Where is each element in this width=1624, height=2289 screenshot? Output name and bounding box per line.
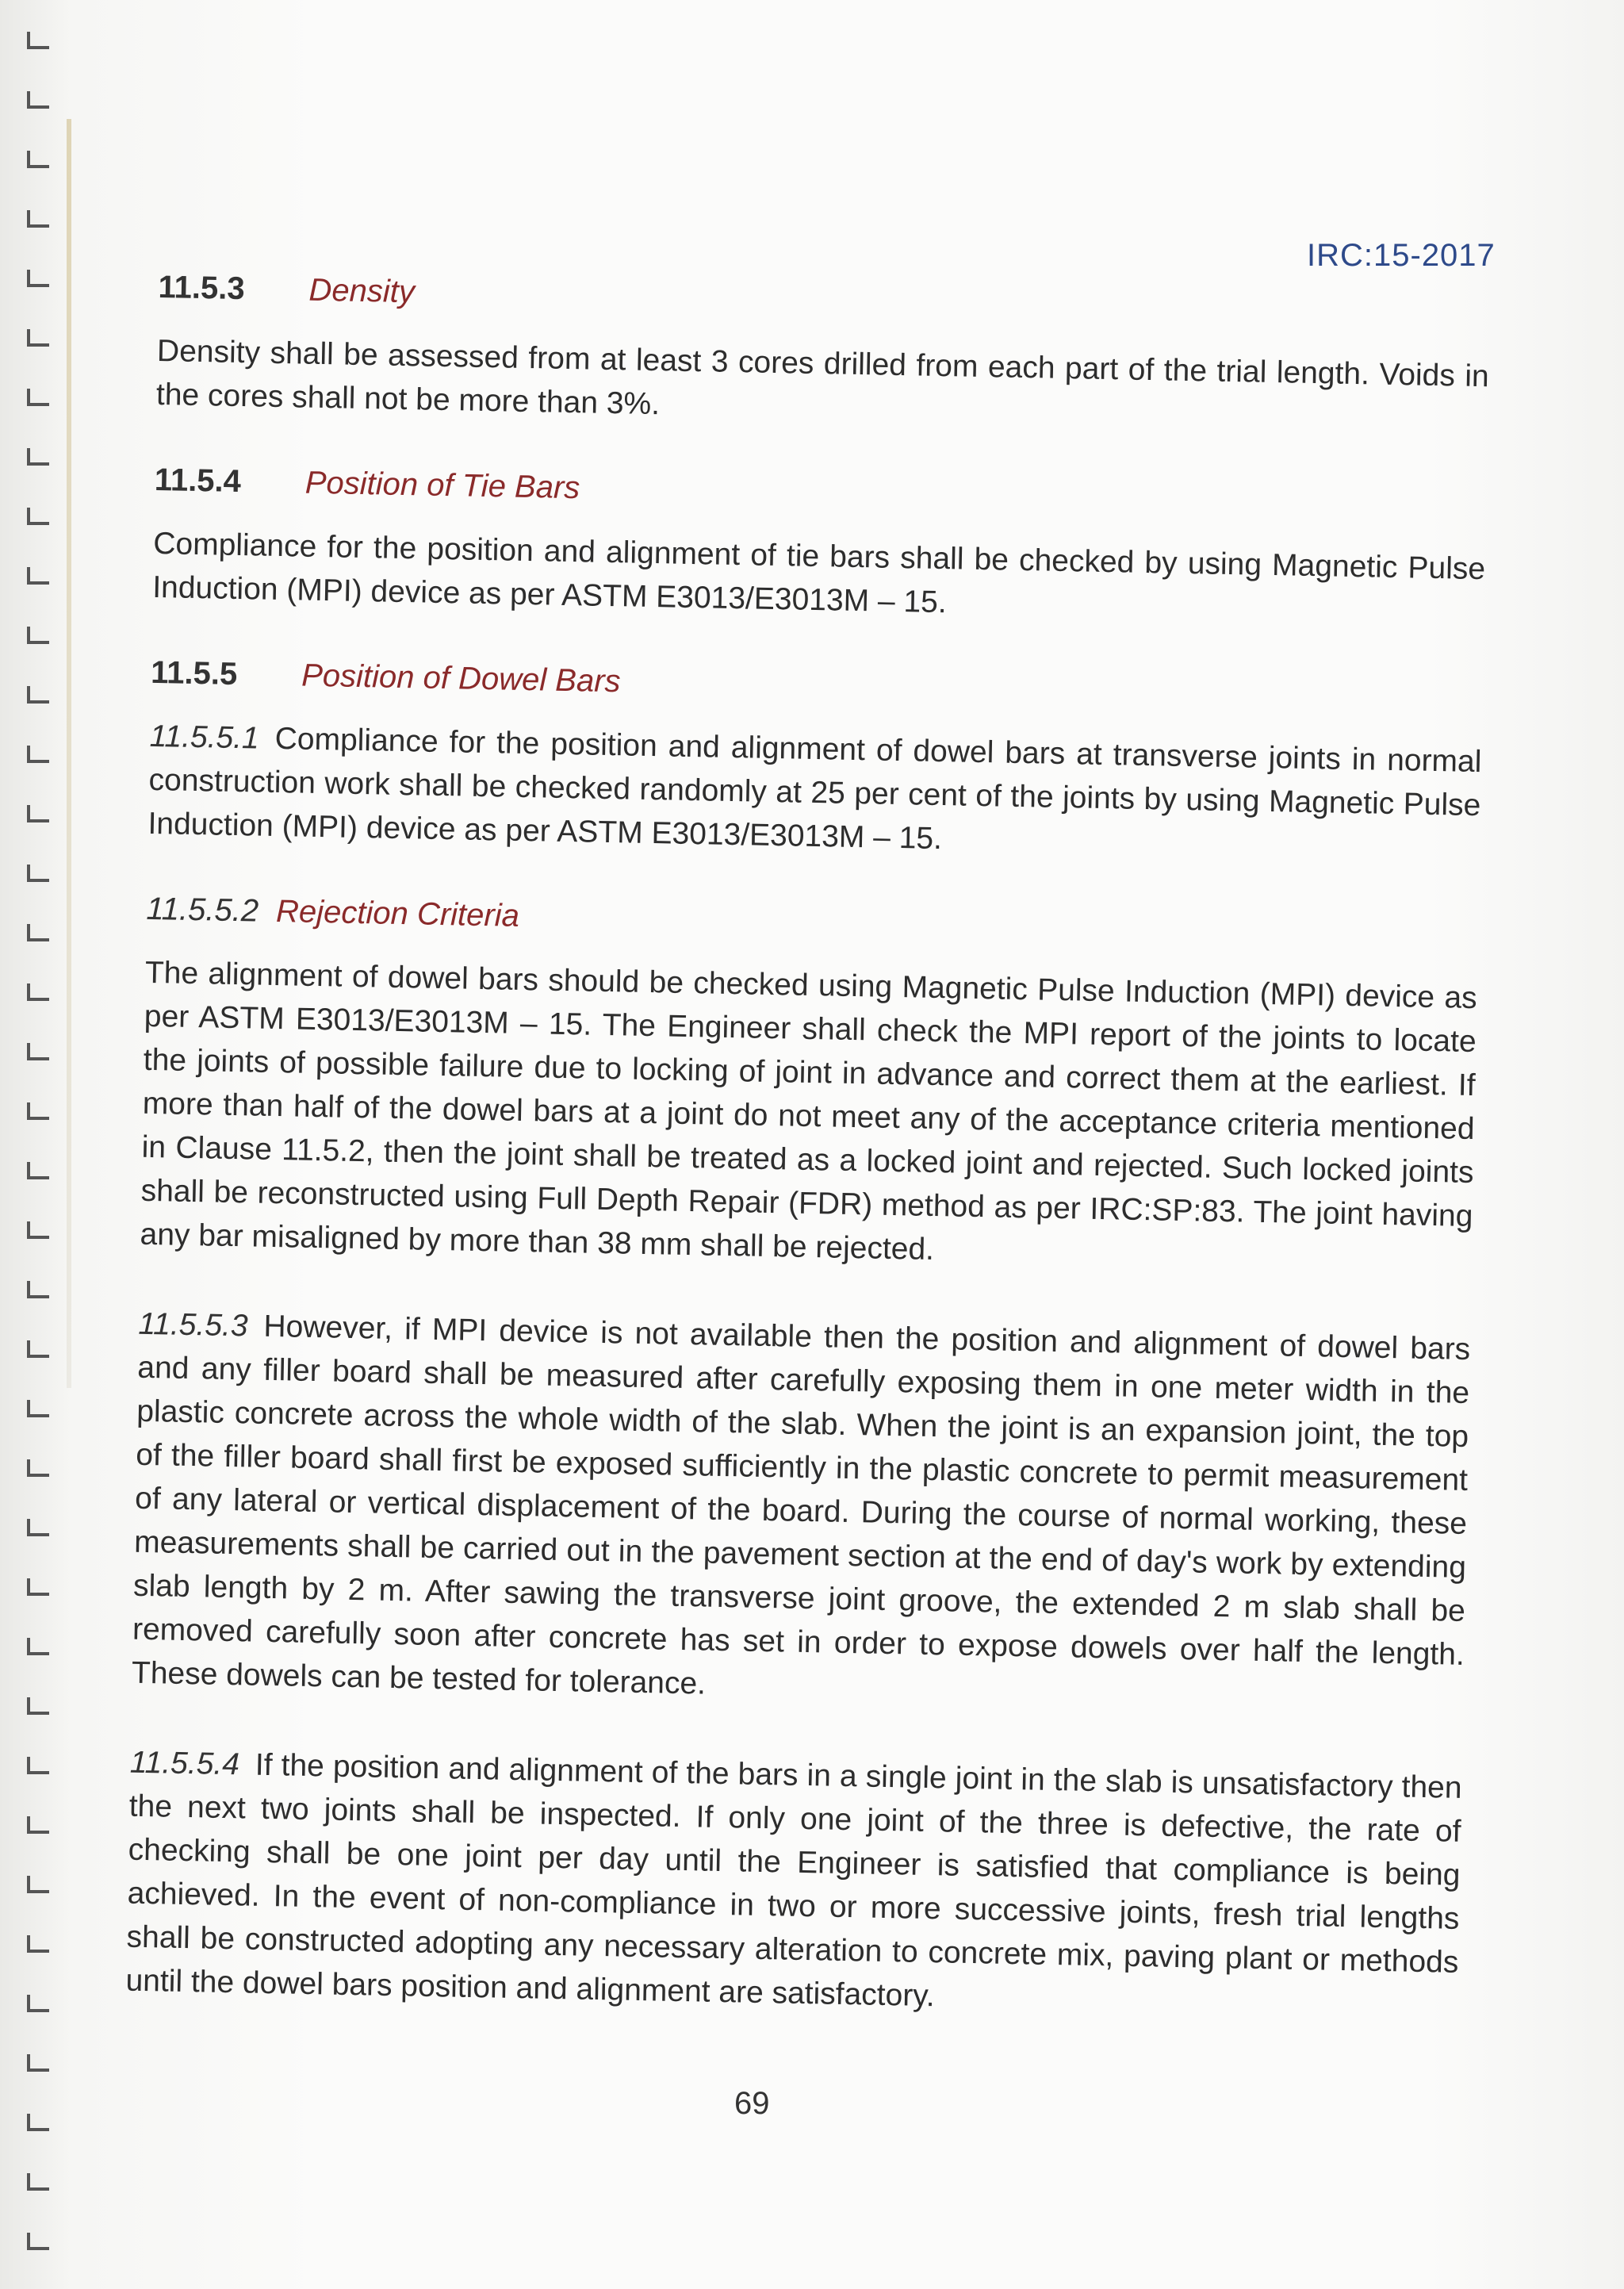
binding-mark bbox=[27, 1043, 49, 1060]
binding-mark bbox=[27, 1757, 49, 1774]
binding-mark bbox=[27, 329, 49, 347]
binding-mark bbox=[27, 91, 49, 109]
binding-mark bbox=[27, 389, 49, 406]
document-code: IRC:15-2017 bbox=[1307, 238, 1496, 273]
binding-mark bbox=[27, 1816, 49, 1834]
section-heading-11-5-5 bbox=[151, 655, 1484, 716]
binding-mark bbox=[27, 686, 49, 704]
binding-mark bbox=[27, 1162, 49, 1179]
binding-mark bbox=[27, 1876, 49, 1893]
paragraph-11-5-5-3 bbox=[132, 1302, 1471, 1720]
clause-number: 11.5.5.1 bbox=[149, 719, 260, 756]
clause-number: 11.5.5.2 bbox=[146, 891, 259, 929]
paragraph-density: Density shall be assessed from at least 3 cores drilled from each part of the trial length. Voids in the cores shall not be more than 3%. bbox=[155, 333, 1490, 422]
spiral-binding bbox=[0, 0, 71, 2289]
binding-mark bbox=[27, 32, 49, 49]
binding-mark bbox=[27, 1102, 49, 1120]
binding-mark bbox=[27, 924, 49, 941]
section-heading-11-5-4 bbox=[154, 462, 1487, 523]
binding-mark bbox=[27, 1995, 49, 2012]
clause-number: 11.5.5.3 bbox=[138, 1306, 248, 1344]
section-title: Density bbox=[308, 272, 416, 310]
binding-mark bbox=[27, 270, 49, 287]
binding-mark bbox=[27, 1221, 49, 1239]
paragraph-11-5-5-1 bbox=[147, 715, 1482, 871]
page-edge-shadow bbox=[67, 119, 71, 1388]
section-title: Position of Dowel Bars bbox=[301, 658, 621, 700]
binding-mark bbox=[27, 2173, 49, 2191]
section-number: 11.5.3 bbox=[158, 270, 245, 307]
binding-mark bbox=[27, 567, 49, 585]
binding-mark bbox=[27, 1400, 49, 1417]
clause-number: 11.5.5.4 bbox=[129, 1745, 240, 1782]
section-heading-11-5-5-2 bbox=[146, 891, 1479, 953]
binding-mark bbox=[27, 805, 49, 822]
binding-mark bbox=[27, 151, 49, 168]
section-heading-11-5-3 bbox=[158, 270, 1491, 331]
binding-mark bbox=[27, 865, 49, 882]
binding-mark bbox=[27, 1281, 49, 1298]
section-number: 11.5.4 bbox=[154, 462, 242, 500]
page-content bbox=[124, 270, 1491, 2074]
paragraph-11-5-5-4 bbox=[125, 1741, 1462, 2028]
clause-text: Compliance for the position and alignment of dowel bars at transverse joints in normal construction work shall be checked randomly at 25 per cent of the joints by using Magnetic Pulse Induction (MPI) device as per ASTM E3013/E3013M – 15. bbox=[147, 721, 1482, 857]
binding-mark bbox=[27, 1935, 49, 1953]
binding-mark bbox=[27, 1697, 49, 1715]
binding-mark bbox=[27, 210, 49, 228]
binding-mark bbox=[27, 1340, 49, 1358]
paragraph-tie-bars: Compliance for the position and alignment of tie bars shall be checked by using Magnetic Pulse Induction (MPI) device as per ASTM E3013/E3013M – 15. bbox=[151, 526, 1486, 620]
binding-mark bbox=[27, 746, 49, 763]
paragraph-rejection-criteria: The alignment of dowel bars should be checked using Magnetic Pulse Induction (MPI) device as per ASTM E3013/E3013M – 15. The Engineer shall check the MPI report of the joints to locate the joints of possible failure due to locking of joint in advance and correct them at the earliest. If more than half of the dowel bars at a joint do not meet any of the acceptance criteria mentioned in Clause 11.5.2, then the joint shall be treated as a locked joint and rejected. Such locked joints shall be reconstructed using Full Depth Repair (FDR) method as per IRC:SP:83. The joint having any bar misaligned by more than 38 mm shall be rejected. bbox=[140, 955, 1478, 1267]
binding-mark bbox=[27, 448, 49, 466]
binding-mark bbox=[27, 2114, 49, 2131]
clause-text: However, if MPI device is not available then the position and alignment of dowel bars and any filler board shall be measured after carefully exposing them in one meter width in the plastic concrete across the whole width of the slab. When the joint is an expansion joint, the top of the filler board shall first be exposed sufficiently in the plastic concrete to permit measurement of any lateral or vertical displacement of the board. During the course of normal working, these measurements shall be carried out in the pavement section at the end of day's work by extending slab length by 2 m. After sawing the transverse joint groove, the extended 2 m slab shall be removed carefully soon after concrete has set in order to expose dowels over half the length. These dowels can be tested for tolerance. bbox=[131, 1309, 1471, 1701]
section-number: 11.5.5 bbox=[150, 654, 238, 692]
binding-mark bbox=[27, 627, 49, 644]
binding-mark bbox=[27, 1638, 49, 1655]
section-title: Position of Tie Bars bbox=[304, 465, 580, 506]
page-number: 69 bbox=[734, 2086, 770, 2121]
binding-mark bbox=[27, 2233, 49, 2250]
binding-mark bbox=[27, 1459, 49, 1477]
binding-mark bbox=[27, 1519, 49, 1536]
clause-title: Rejection Criteria bbox=[275, 893, 520, 934]
binding-mark bbox=[27, 508, 49, 525]
binding-mark bbox=[27, 2054, 49, 2072]
clause-text: If the position and alignment of the bars in a single joint in the slab is unsatisfactory then the next two joints shall be inspected. If only one joint of the three is defective, the rate of checking shall be one joint per day until the Engineer is satisfied that compliance is being achieved. In the event of non-compliance in two or more successive joints, fresh trial lengths shall be constructed adopting any necessary alteration to concrete mix, paving plant or methods until the dowel bars position and alignment are satisfactory. bbox=[125, 1747, 1462, 2014]
binding-mark bbox=[27, 983, 49, 1001]
binding-mark bbox=[27, 1578, 49, 1596]
